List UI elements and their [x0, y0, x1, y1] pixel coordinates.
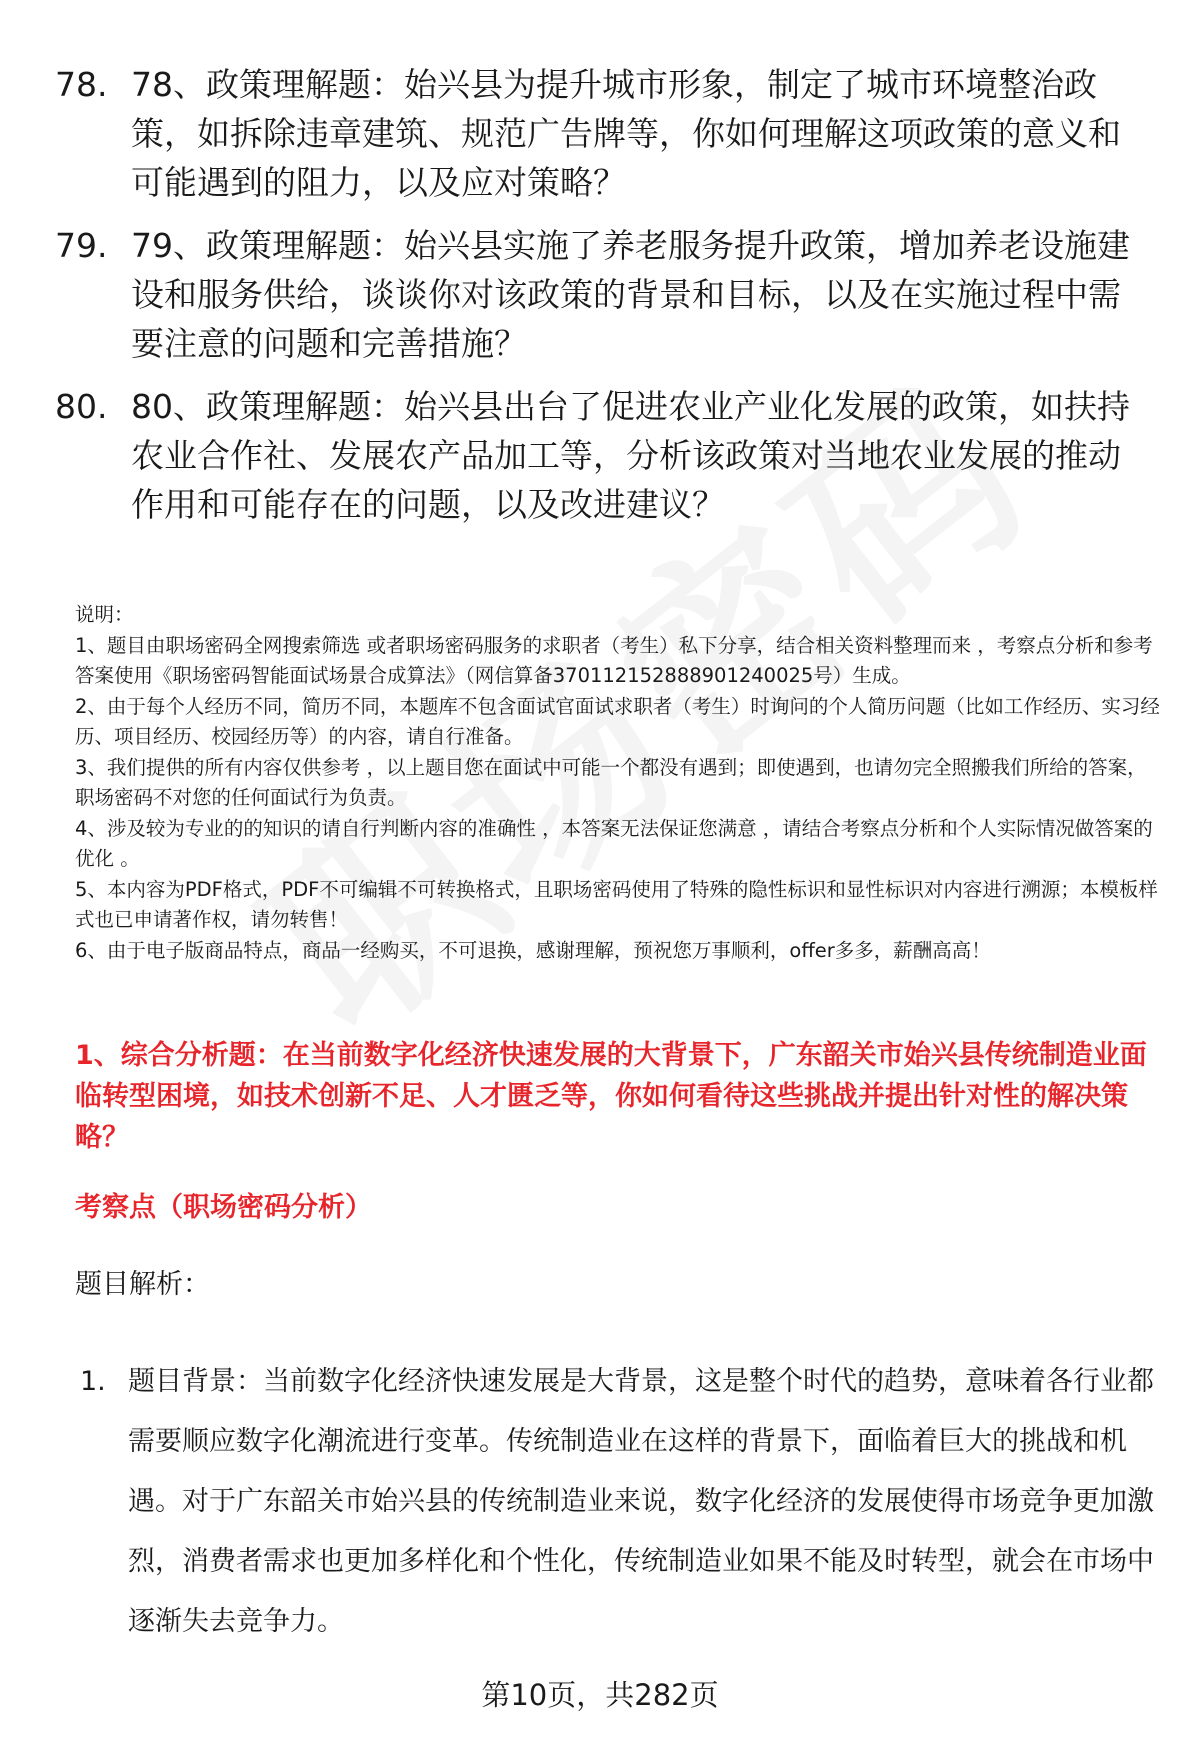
question-item — [55, 382, 1145, 529]
note-item: 6、由于电子版商品特点，商品一经购买，不可退换，感谢理解，预祝您万事顺利，offer多多，薪酬高高！ — [75, 938, 991, 962]
question-item — [55, 221, 1145, 368]
question-text: 78、政策理解题：始兴县为提升城市形象，制定了城市环境整治政策，如拆除违章建筑、规范广告牌等，你如何理解这项政策的意义和可能遇到的阻力，以及应对策略？ — [131, 65, 1121, 202]
question-number: 79. — [55, 226, 108, 265]
question-item — [55, 60, 1145, 207]
question-number: 80. — [55, 387, 108, 426]
section-title: 1、综合分析题：在当前数字化经济快速发展的大背景下，广东韶关市始兴县传统制造业面临转型困境，如技术创新不足、人才匮乏等，你如何看待这些挑战并提出针对性的解决策略？ — [75, 1040, 1147, 1153]
question-number: 78. — [55, 65, 108, 104]
question-list — [55, 60, 1145, 543]
analysis-point-number: 1. — [80, 1366, 106, 1397]
note-item: 5、本内容为PDF格式，PDF不可编辑不可转换格式，且职场密码使用了特殊的隐性标识和显性标识对内容进行溯源；本模板样式也已申请著作权，请勿转售！ — [75, 877, 1158, 931]
analysis-label: 题目解析： — [75, 1269, 210, 1300]
analysis-point-text: 题目背景：当前数字化经济快速发展是大背景，这是整个时代的趋势，意味着各行业都需要顺应数字化潮流进行变革。传统制造业在这样的背景下，面临着巨大的挑战和机遇。对于广东韶关市始兴县的传统制造业来说，数字化经济的发展使得市场竞争更加激烈，消费者需求也更加多样化和个性化，传统制造业如果不能及时转型，就会在市场中逐渐失去竞争力。 — [128, 1366, 1154, 1637]
note-item: 3、我们提供的所有内容仅供参考 ，以上题目您在面试中可能一个都没有遇到；即使遇到，也请勿完全照搬我们所给的答案，职场密码不对您的任何面试行为负责。 — [75, 755, 1147, 809]
note-item: 1、题目由职场密码全网搜索筛选 或者职场密码服务的求职者（考生）私下分享，结合相关资料整理而来 ，考察点分析和参考答案使用《职场密码智能面试场景合成算法》（网信算备370112152888901240025号）生成。 — [75, 633, 1153, 687]
page-footer: 第10页，共282页 — [481, 1678, 719, 1712]
analysis-point — [80, 1352, 1160, 1652]
notes-heading: 说明： — [75, 603, 134, 626]
question-text: 80、政策理解题：始兴县出台了促进农业产业化发展的政策，如扶持农业合作社、发展农产品加工等，分析该政策对当地农业发展的推动作用和可能存在的问题，以及改进建议？ — [131, 387, 1130, 524]
section-subtitle: 考察点（职场密码分析） — [75, 1192, 372, 1223]
question-text: 79、政策理解题：始兴县实施了养老服务提升政策，增加养老设施建设和服务供给，谈谈你对该政策的背景和目标，以及在实施过程中需要注意的问题和完善措施？ — [131, 226, 1130, 363]
note-item: 2、由于每个人经历不同，简历不同，本题库不包含面试官面试求职者（考生）时询问的个人简历问题（比如工作经历、实习经历、项目经历、校园经历等）的内容，请自行准备。 — [75, 694, 1160, 748]
notes-block — [75, 600, 1160, 966]
note-item: 4、涉及较为专业的的知识的请自行判断内容的准确性 ，本答案无法保证您满意 ，请结合考察点分析和个人实际情况做答案的优化 。 — [75, 816, 1153, 870]
